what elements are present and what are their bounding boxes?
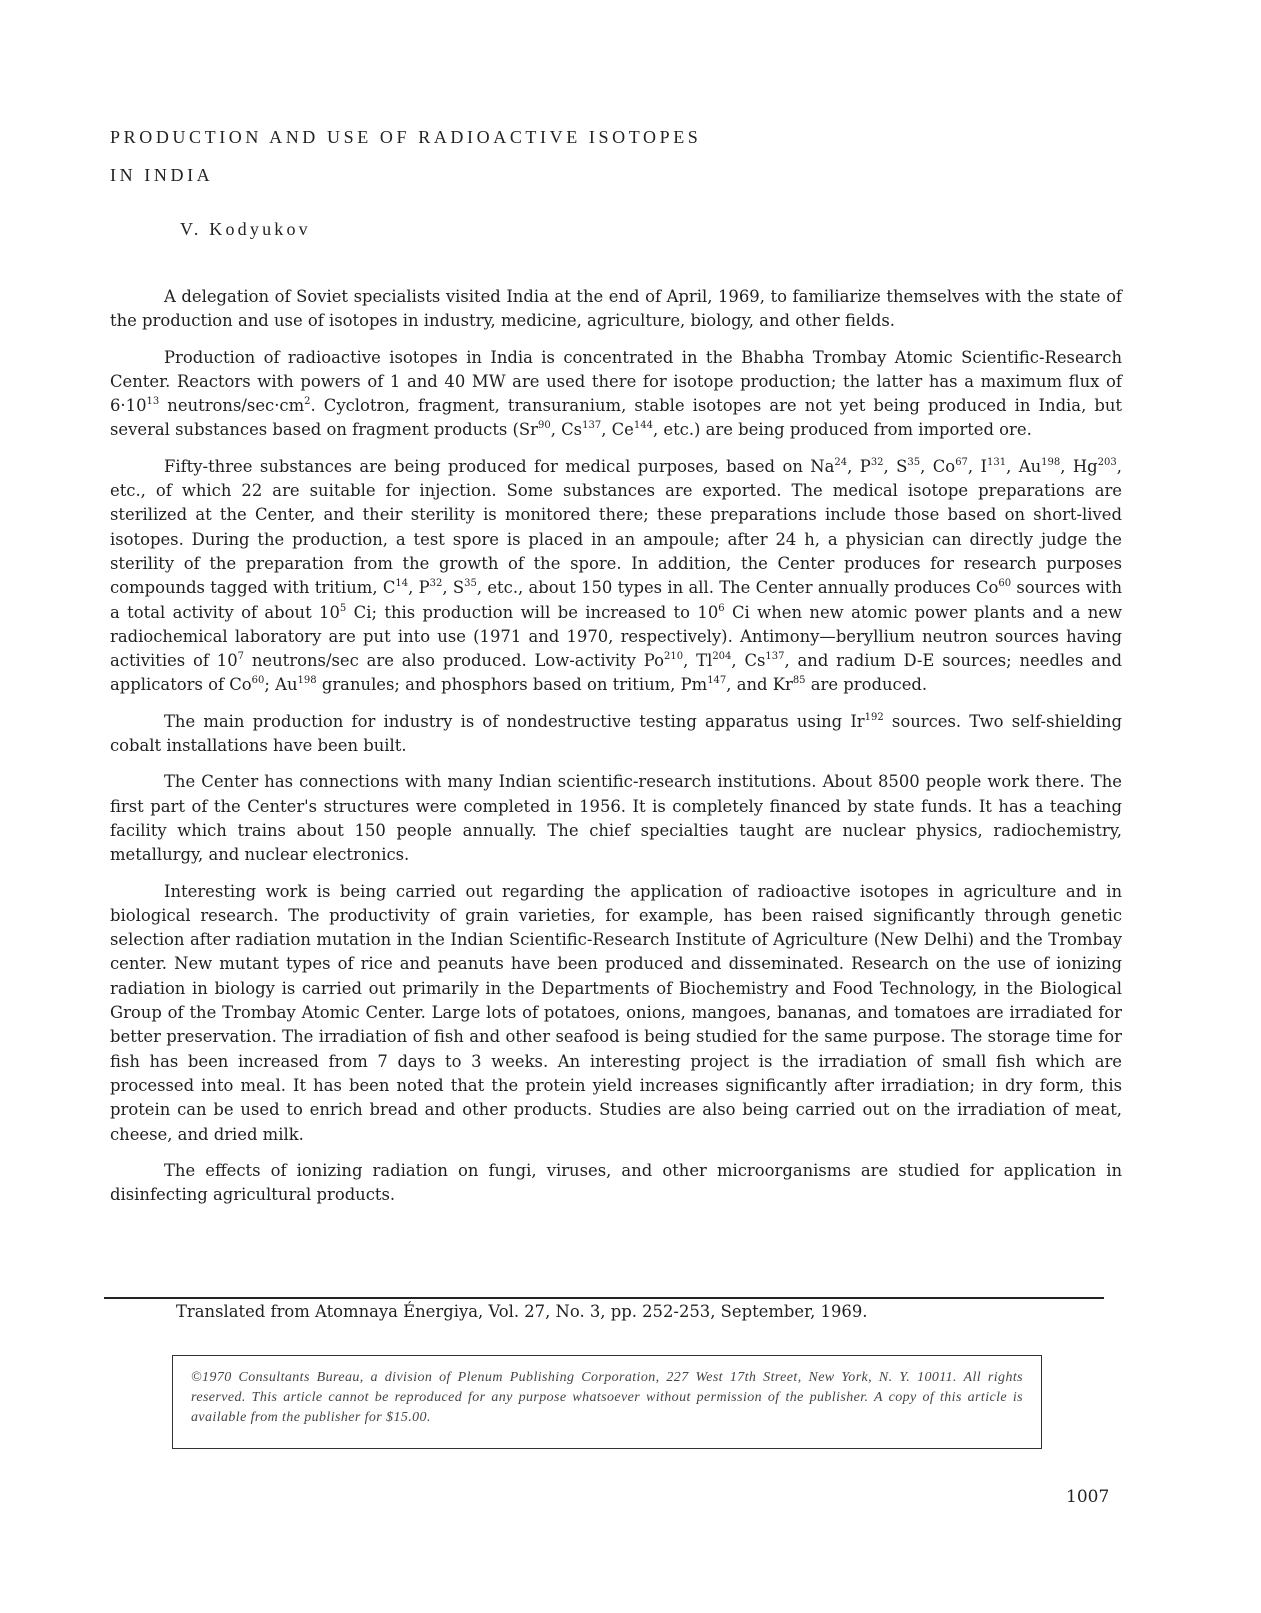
text-run: , S [442, 578, 465, 598]
text-run: Ci; this production will be increased to 10 [346, 602, 719, 622]
text-run: sources. Two self-shielding cobalt installations have been built. [110, 711, 1123, 756]
text-run: , Co [920, 456, 956, 476]
article-title-line-2: IN INDIA [110, 165, 214, 185]
superscript: 198 [1041, 456, 1061, 468]
text-run: , S [883, 456, 908, 476]
paragraph-1: A delegation of Soviet specialists visited India at the end of April, 1969, to familiarize themselves with the state of the production and use of isotopes in industry, medicine, agriculture, biology, and other fields. [110, 287, 1122, 331]
text-run: , Au [1006, 456, 1042, 476]
article-title-line-1: PRODUCTION AND USE OF RADIOACTIVE ISOTOPES [110, 127, 702, 147]
superscript: 32 [429, 578, 443, 590]
text-run: are produced. [805, 675, 928, 695]
text-run: , etc., of which 22 are suitable for injection. Some substances are exported. The medical isotope preparations are sterilized at the Center, and their sterility is monitored there; these preparations include those based on short-lived isotopes. During the production, a test spore is placed in an ampoule; after 24 h, a physician can directly judge the sterility of the preparation from the growth of the spore. In addition, the Center produces for research purposes compounds tagged with tritium, C [110, 456, 1122, 598]
paragraph-7: The effects of ionizing radiation on fungi, viruses, and other microorganisms are studied for application in disinfecting agricultural products. [110, 1160, 1122, 1205]
superscript: 35 [907, 456, 921, 468]
superscript: 137 [765, 651, 785, 663]
text-run: granules; and phosphors based on tritium, Pm [316, 675, 708, 695]
superscript: 5 [339, 602, 347, 614]
paragraph-3 [110, 455, 1122, 698]
superscript: 85 [792, 675, 806, 687]
paragraph-6: Interesting work is being carried out regarding the application of radioactive isotopes in agriculture and in biological research. The productivity of grain varieties, for example, has been raised significantly through genetic selection after radiation mutation in the Indian Scientific-Research Institute of Agriculture (New Delhi) and the Trombay center. New mutant types of rice and peanuts have been produced and disseminated. Research on the use of ionizing radiation in biology is carried out primarily in the Departments of Biochemistry and Food Technology, in the Biological Group of the Trombay Atomic Center. Large lots of potatoes, onions, mangoes, bananas, and tomatoes are irradiated for better preservation. The irradiation of fish and other seafood is being studied for the same purpose. The storage time for fish has been increased from 7 days to 3 weeks. An interesting project is the irradiation of small fish which are processed into meal. It has been noted that the protein yield increases significantly after irradiation; in dry form, this protein can be used to enrich bread and other products. Studies are also being carried out on the irradiation of meat, cheese, and dried milk. [110, 881, 1122, 1144]
copyright-box: ©1970 Consultants Bureau, a division of Plenum Publishing Corporation, 227 West 17th Street, New York, N. Y. 10011. All rights reserved. This article cannot be reproduced for any purpose whatsoever without permission of the publisher. A copy of this article is available from the publisher for $15.00. [172, 1355, 1042, 1449]
text-run: . Cyclotron, fragment, transuranium, stable isotopes are not yet being produced in India, but several substances based on fragment products (Sr [110, 396, 1122, 440]
text-run: , Cs [731, 651, 766, 671]
superscript: 13 [146, 396, 160, 408]
text-run: , etc.) are being produced from imported ore. [652, 420, 1032, 440]
text-run: neutrons/sec are also produced. Low-activity Po [244, 651, 664, 671]
paragraph-4 [110, 710, 1122, 759]
text-run: , P [408, 578, 430, 598]
superscript: 35 [464, 578, 477, 590]
text-run: neutrons/sec·cm [159, 396, 305, 416]
text-run: ; Au [264, 675, 298, 695]
superscript: 131 [987, 456, 1007, 468]
text-run: , P [847, 456, 871, 476]
article-body [110, 285, 1122, 1219]
superscript: 32 [870, 456, 884, 468]
article-author: V. Kodyukov [180, 219, 311, 239]
text-run: , and radium D-E sources; needles and applicators of Co [110, 651, 1122, 695]
superscript: 198 [297, 675, 317, 687]
text-run: , Hg [1060, 456, 1098, 476]
superscript: 67 [955, 456, 968, 468]
superscript: 2 [304, 396, 311, 408]
text-run: Production of radioactive isotopes in India is concentrated in the Bhabha Trombay Atomic Scientific-Research Center. Reactors with powers of 1 and 40 MW are used there for isotope production; the latter has a maximum flux of 6·10 [110, 347, 1122, 416]
text-run: , Ce [601, 420, 634, 440]
superscript: 6 [718, 602, 725, 614]
superscript: 204 [712, 651, 732, 663]
superscript: 203 [1097, 456, 1117, 468]
superscript: 60 [998, 578, 1012, 590]
text-run: Fifty-three substances are being produced for medical purposes, based on Na [164, 456, 835, 476]
text-run: , and Kr [726, 675, 793, 695]
superscript: 90 [537, 420, 551, 432]
text-run: The main production for industry is of nondestructive testing apparatus using Ir [164, 711, 865, 731]
text-run: Ci when new atomic power plants and a new radiochemical laboratory are put into use (1971 and 1970, respectively). Antimony—beryllium neutron sources having activities of 10 [110, 602, 1123, 671]
superscript: 192 [864, 711, 884, 723]
text-run: , Cs [550, 420, 583, 440]
text-run: , Tl [683, 651, 713, 671]
superscript: 60 [251, 675, 265, 687]
translation-note: Translated from Atomnaya Énergiya, Vol. 27, No. 3, pp. 252-253, September, 1969. [176, 1302, 868, 1321]
superscript: 7 [237, 651, 245, 663]
text-run: , I [967, 456, 988, 476]
superscript: 147 [707, 675, 727, 687]
superscript: 210 [664, 651, 684, 663]
footnote-divider [104, 1297, 1104, 1299]
paragraph-5: The Center has connections with many Indian scientific-research institutions. About 8500 people work there. The first part of the Center's structures were completed in 1956. It is completely financed by state funds. It has a teaching facility which trains about 150 people annually. The chief specialties taught are nuclear physics, radiochemistry, metallurgy, and nuclear electronics. [110, 772, 1122, 865]
text-run: sources with a total activity of about 10 [110, 578, 1123, 622]
paragraph-2 [110, 346, 1122, 443]
text-run: , etc., about 150 types in all. The Center annually produces Co [476, 578, 999, 598]
superscript: 14 [395, 578, 409, 590]
superscript: 144 [633, 420, 653, 432]
superscript: 137 [582, 420, 602, 432]
superscript: 24 [834, 456, 848, 468]
page-number: 1007 [1066, 1487, 1110, 1507]
